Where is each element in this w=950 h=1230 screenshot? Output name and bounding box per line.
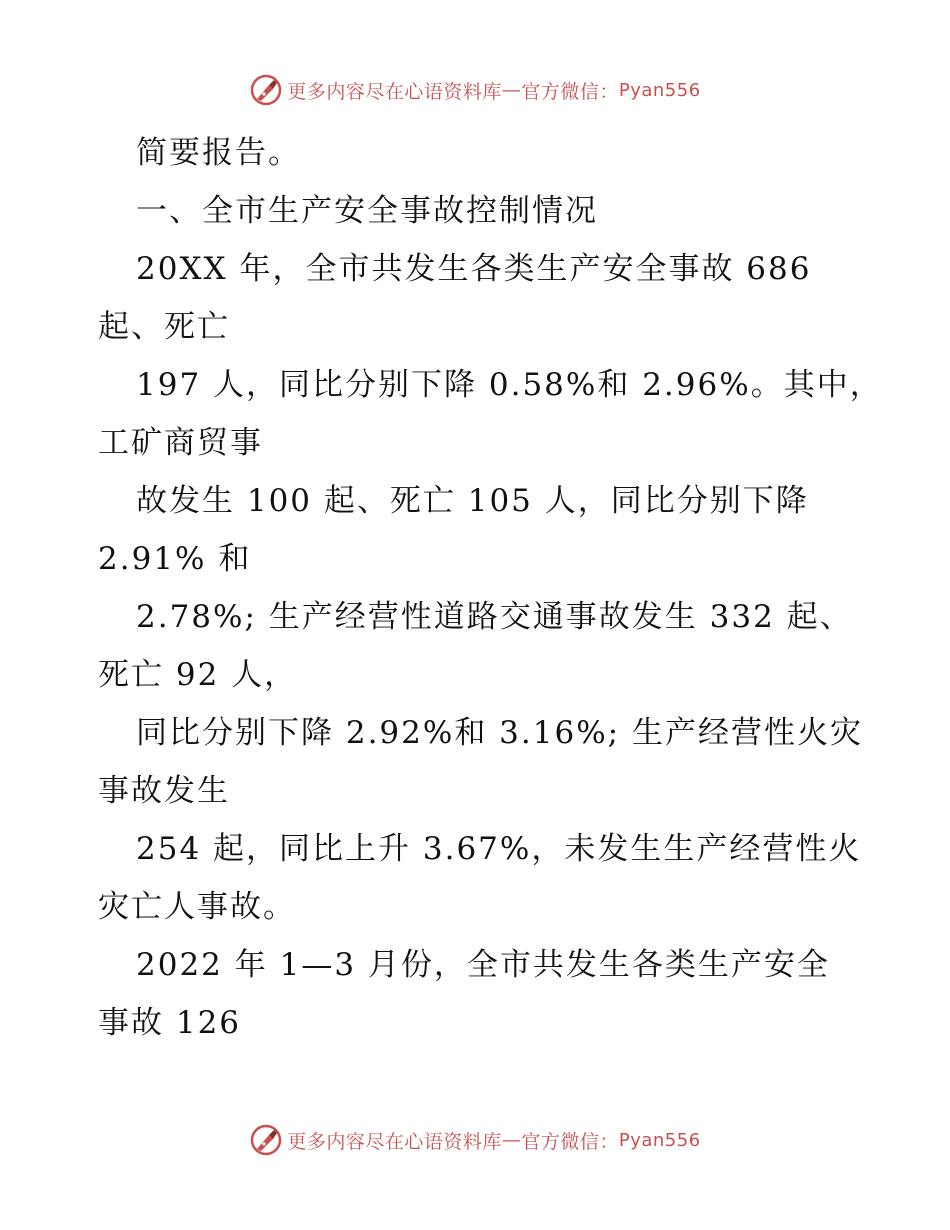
text-line: 2.91% 和 xyxy=(98,541,252,577)
section-heading: 一、全市生产安全事故控制情况 xyxy=(136,193,598,229)
header-watermark xyxy=(0,70,950,110)
watermark-official-label: 官方微信： xyxy=(521,1130,619,1153)
watermark-dash: — xyxy=(501,1129,522,1151)
text-line: 197 人，同比分别下降 0.58%和 2.96%。其中， xyxy=(136,367,883,403)
watermark-wechat-id: Pyan556 xyxy=(618,1129,701,1151)
pen-nib-logo-icon xyxy=(249,1123,283,1157)
watermark-text: 更多内容尽在心语资料库 xyxy=(287,1130,502,1153)
text-line: 起、死亡 xyxy=(98,309,230,345)
document-body xyxy=(98,124,883,1052)
footer-watermark xyxy=(0,1120,950,1160)
text-line: 2022 年 1—3 月份，全市共发生各类生产安全 xyxy=(136,947,830,983)
text-line: 简要报告。 xyxy=(136,135,301,171)
text-line: 2.78%; 生产经营性道路交通事故发生 332 起、 xyxy=(136,599,853,635)
text-line: 工矿商贸事 xyxy=(98,425,263,461)
watermark-dash: — xyxy=(501,79,522,101)
watermark-text: 更多内容尽在心语资料库 xyxy=(287,80,502,103)
text-line: 事故发生 xyxy=(98,773,230,809)
text-line: 254 起，同比上升 3.67%，未发生生产经营性火 xyxy=(136,831,862,867)
watermark-wechat-id: Pyan556 xyxy=(618,79,701,101)
text-line: 20XX 年，全市共发生各类生产安全事故 686 xyxy=(136,251,812,287)
text-line: 故发生 100 起、死亡 105 人，同比分别下降 xyxy=(136,483,809,519)
text-line: 事故 126 xyxy=(98,1005,242,1041)
text-line: 同比分别下降 2.92%和 3.16%; 生产经营性火灾 xyxy=(136,715,863,751)
text-line: 灾亡人事故。 xyxy=(98,889,296,925)
pen-nib-logo-icon xyxy=(249,73,283,107)
text-line: 死亡 92 人， xyxy=(98,657,298,693)
watermark-official-label: 官方微信： xyxy=(521,80,619,103)
